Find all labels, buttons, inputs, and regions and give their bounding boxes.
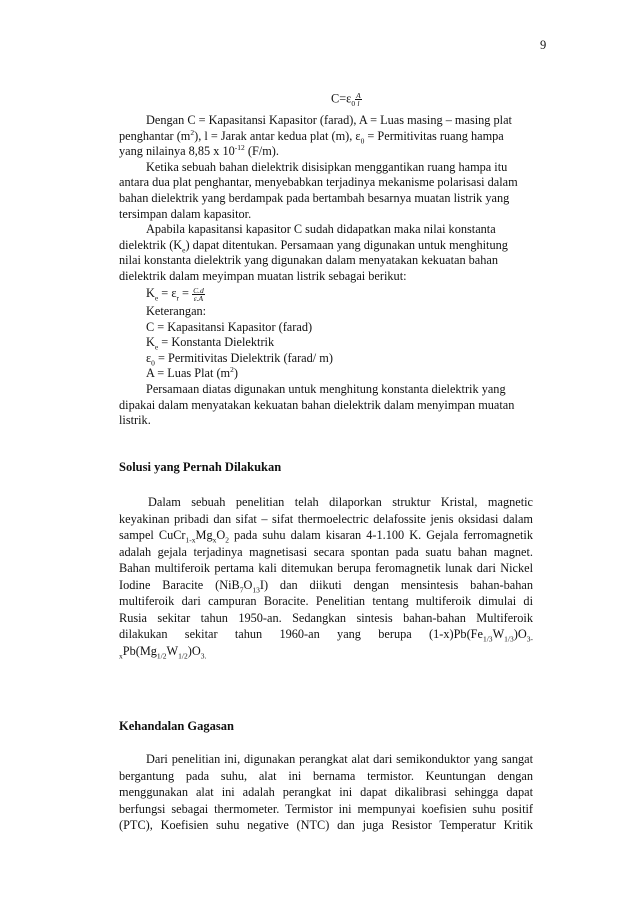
keterangan-list: Keterangan: C = Kapasitansi Kapasitor (farad) $K_e$ = Konstanta Dielektrik $\varepsilon_0$ = Permitivitas Dielektrik (farad/ m) A = Luas Plat $(m^2)$ Persamaan diatas digunakan untuk menghitung konstanta dielektrik yang dipakai dalam menyatakan kekuatan bahan dielektrik dalam menyimpan muatan listrik.	[119, 304, 515, 428]
section-heading-solusi: Solusi yang Pernah Dilakukan	[119, 460, 282, 474]
dielectric-equation: $K_e = \varepsilon_r$ = $\frac{C.d}{\varepsilon.A}$	[146, 285, 204, 303]
capacitance-equation: $C=\varepsilon_0$ $\frac{A}{l}$	[331, 91, 361, 108]
section-heading-kehandalan: Kehandalan Gagasan	[119, 719, 234, 733]
kehandalan-paragraph: Dari penelitian ini, digunakan perangkat alat dari semikonduktor yang sangat bergantung pada suhu, alat ini bernama termistor. Keuntungan dengan menggunakan alat ini adalah perangkat ini dapat dikalibrasi sehingga dapat berfungsi sebagai thermometer. Termistor ini mempunyai koefisien suhu positif (PTC), Koefisien suhu negative (NTC) dan juga Resistor Temperatur Kritik	[119, 752, 533, 832]
solusi-paragraph: Dalam sebuah penelitian telah dilaporkan struktur Kristal, magnetic keyakinan pribadi dan sifat – sifat thermoelectric delafossite jenis oksidasi dalam sampel $CuCr_{1-x}Mg_xO_2$ pada suhu dalam kisaran 4-1.100 K. Gejala ferromagnetik adalah gejala terjadinya magnetisasi secara spontan pada suatu bahan magnet. Bahan multiferoik pertama kali ditemukan berupa feromagnetik lunak dari Nickel Iodine Baracite $(NiB_7O_{13}I)$ dan diikuti dengan mensintesis bahan-bahan multiferoik dari campuran Boracite. Penelitian tentang multiferoik dimulai di Rusia sekitar tahun 1950-an. Sedangkan sintesis bahan-bahan Multiferoik dilakukan sekitar tahun 1960-an yang berupa $(1-x)Pb(Fe_{1/3}W_{1/3})O_{3-}$ $_xPb(Mg_{1/2}W_{1/2})O_{3.}$	[119, 495, 533, 660]
capacitance-explanation: Dengan C = Kapasitansi Kapasitor (farad), A = Luas masing – masing plat penghantar $(m^2)$, l = Jarak antar kedua plat (m), $\varepsilon_0$ = Permitivitas ruang hampa yang nilainya 8,85 x $10^{-12}$ (F/m). Ketika sebuah bahan dielektrik disisipkan menggantikan ruang hampa itu antara dua plat penghantar, menyebabkan terjadinya mekanisme polarisasi dalam bahan dielektrik yang berdampak pada bertambah besarnya muatan listrik yang tersimpan dalam kapasitor. Apabila kapasitansi kapasitor C sudah didapatkan maka nilai konstanta dielektrik $(K_e)$ dapat ditentukan. Persamaan yang digunakan untuk menghitung nilai konstanta dielektrik yang digunakan dalam menyatakan kekuatan bahan dielektrik dalam meyimpan muatan listrik sebagai berikut:	[119, 113, 518, 283]
page-number: 9	[540, 38, 547, 52]
